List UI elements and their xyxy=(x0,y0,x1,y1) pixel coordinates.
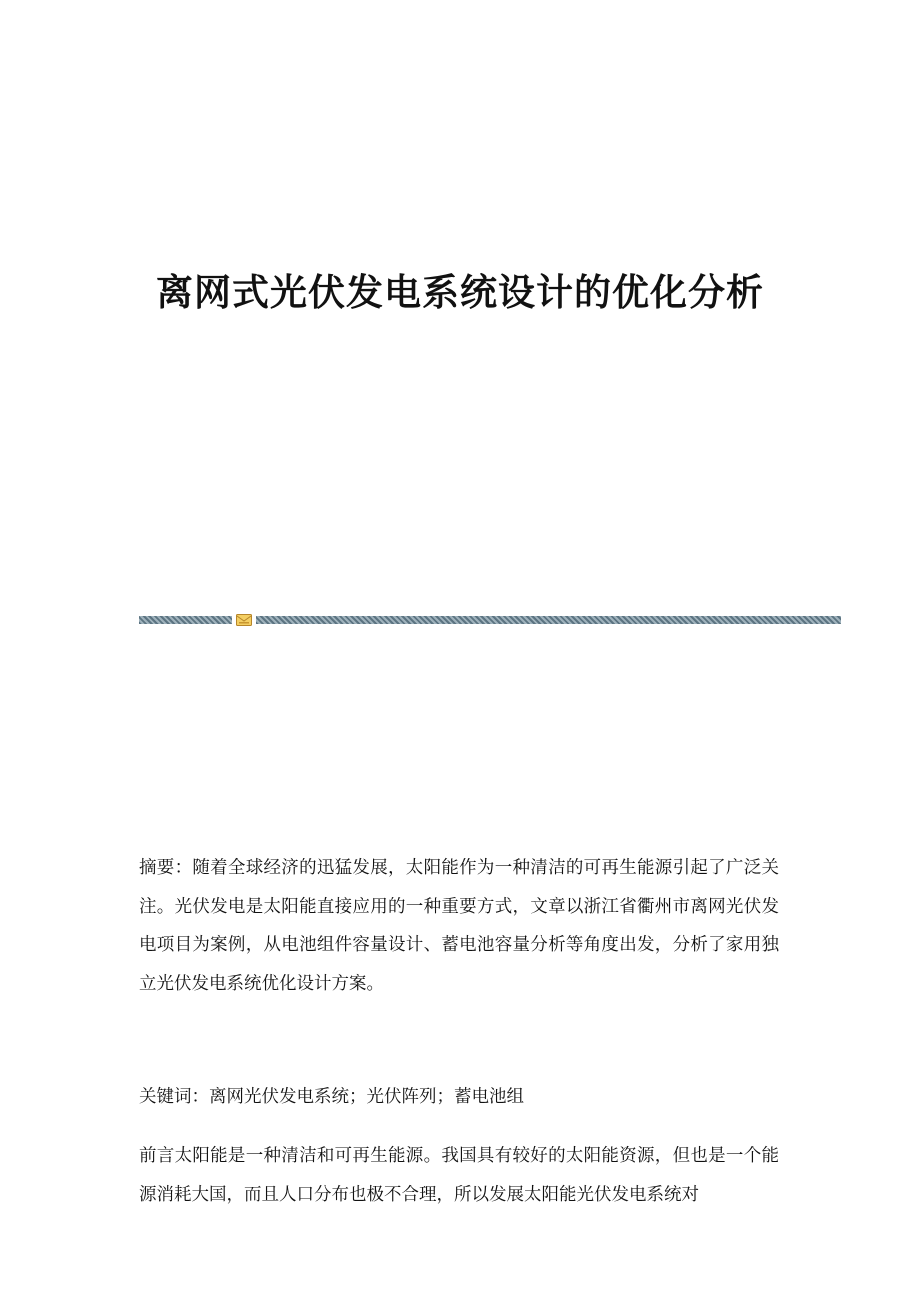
divider-bar-left xyxy=(139,616,232,624)
keywords-line: 关键词：离网光伏发电系统；光伏阵列；蓄电池组 xyxy=(139,1087,524,1107)
intro-paragraph: 前言太阳能是一种清洁和可再生能源。我国具有较好的太阳能资源，但也是一个能源消耗大国，而且人口分布也极不合理，所以发展太阳能光伏发电系统对 xyxy=(139,1146,779,1205)
envelope-ornament-icon xyxy=(236,614,252,626)
page-title: 离网式光伏发电系统设计的优化分析 xyxy=(156,270,764,314)
section-divider xyxy=(139,614,841,626)
divider-bar-right xyxy=(256,616,841,624)
abstract-paragraph: 摘要：随着全球经济的迅猛发展，太阳能作为一种清洁的可再生能源引起了广泛关注。光伏发电是太阳能直接应用的一种重要方式，文章以浙江省衢州市离网光伏发电项目为案例，从电池组件容量设计、蓄电池容量分析等角度出发，分析了家用独立光伏发电系统优化设计方案。 xyxy=(139,858,779,994)
